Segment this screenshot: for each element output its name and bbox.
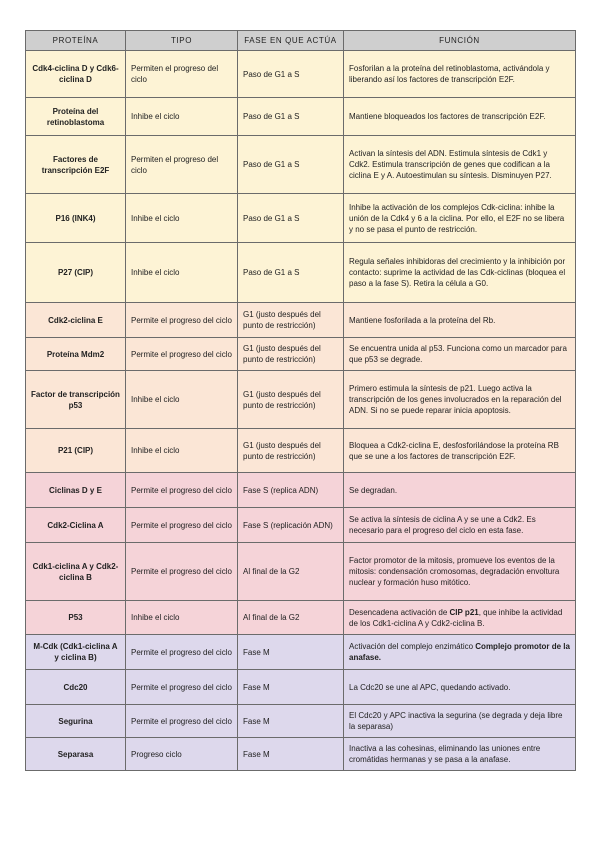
cell-funcion: Mantiene bloqueados los factores de transcripción E2F.	[344, 98, 576, 136]
cell-tipo: Permiten el progreso del ciclo	[126, 51, 238, 98]
table-row	[26, 303, 576, 338]
cell-tipo: Permite el progreso del ciclo	[126, 508, 238, 543]
table-row	[26, 194, 576, 243]
cell-funcion: La Cdc20 se une al APC, quedando activado.	[344, 670, 576, 705]
cell-fase: G1 (justo después del punto de restricción)	[238, 303, 344, 338]
cell-funcion: Bloquea a Cdk2-ciclina E, desfosforilándose la proteína RB que se une a los factores de transcripción E2F.	[344, 429, 576, 473]
cell-tipo: Inhibe el ciclo	[126, 98, 238, 136]
cell-tipo: Progreso ciclo	[126, 738, 238, 771]
cell-tipo: Permite el progreso del ciclo	[126, 635, 238, 670]
cell-funcion: Inactiva a las cohesinas, eliminando las uniones entre cromátidas hermanas y se pasa a la anafase.	[344, 738, 576, 771]
cell-tipo: Inhibe el ciclo	[126, 601, 238, 635]
table-row	[26, 98, 576, 136]
cell-proteina: Cdk1-ciclina A y Cdk2-ciclina B	[26, 543, 126, 601]
cell-proteina: P27 (CIP)	[26, 243, 126, 303]
cell-fase: Al final de la G2	[238, 543, 344, 601]
cell-fase: Paso de G1 a S	[238, 136, 344, 194]
cell-fase: Al final de la G2	[238, 601, 344, 635]
cell-proteina: P21 (CIP)	[26, 429, 126, 473]
cell-tipo: Permite el progreso del ciclo	[126, 338, 238, 371]
cell-fase: Fase M	[238, 705, 344, 738]
cell-fase: Fase S (replica ADN)	[238, 473, 344, 508]
header-fase: FASE EN QUE ACTÚA	[238, 31, 344, 51]
cell-tipo: Permite el progreso del ciclo	[126, 473, 238, 508]
cell-funcion: Se degradan.	[344, 473, 576, 508]
cell-proteina: Segurina	[26, 705, 126, 738]
cell-tipo: Inhibe el ciclo	[126, 371, 238, 429]
cell-funcion: Regula señales inhibidoras del crecimiento y la inhibición por contacto: suprime la actividad de las Cdk-ciclinas (bloquea el paso a la fase S). Retira la célula a G0.	[344, 243, 576, 303]
header-proteina: PROTEÍNA	[26, 31, 126, 51]
cell-funcion: Activan la síntesis del ADN. Estimula síntesis de Cdk1 y Cdk2. Estimula transcripción de genes que codifican a la ciclina E y A. Autoestimulan su síntesis. Disminuyen P27.	[344, 136, 576, 194]
cell-proteina: Cdc20	[26, 670, 126, 705]
table-row	[26, 136, 576, 194]
cell-proteina: Separasa	[26, 738, 126, 771]
cell-funcion: Se activa la síntesis de ciclina A y se une a Cdk2. Es necesario para el progreso del ciclo en esta fase.	[344, 508, 576, 543]
cell-tipo: Inhibe el ciclo	[126, 194, 238, 243]
funcion-text: , que inhibe la actividad de los Cdk1-ciclina A y Cdk2-ciclina B.	[349, 607, 563, 628]
table-row	[26, 543, 576, 601]
table-row	[26, 601, 576, 635]
cell-funcion: Se encuentra unida al p53. Funciona como un marcador para que p53 se degrade.	[344, 338, 576, 371]
cell-funcion: Fosforilan a la proteína del retinoblastoma, activándola y liberando así los factores de transcripción E2F.	[344, 51, 576, 98]
cell-tipo: Inhibe el ciclo	[126, 243, 238, 303]
cell-fase: Fase M	[238, 670, 344, 705]
table-header	[26, 31, 576, 51]
cell-proteina: Ciclinas D y E	[26, 473, 126, 508]
table-row	[26, 371, 576, 429]
cell-proteina: Cdk4-ciclina D y Cdk6-ciclina D	[26, 51, 126, 98]
cell-fase: Fase M	[238, 635, 344, 670]
cell-funcion: Primero estimula la síntesis de p21. Luego activa la transcripción de los genes involucrados en la reparación del ADN. Si no se puede reparar inicia apoptosis.	[344, 371, 576, 429]
cell-fase: G1 (justo después del punto de restricción)	[238, 429, 344, 473]
cell-tipo: Permite el progreso del ciclo	[126, 670, 238, 705]
table-row	[26, 705, 576, 738]
table-row	[26, 51, 576, 98]
cell-fase: Paso de G1 a S	[238, 194, 344, 243]
cell-proteina: M-Cdk (Cdk1-ciclina A y ciclina B)	[26, 635, 126, 670]
funcion-bold-text: CIP p21	[449, 607, 479, 617]
table-row	[26, 243, 576, 303]
cell-proteina: Factores de transcripción E2F	[26, 136, 126, 194]
cell-tipo: Permite el progreso del ciclo	[126, 543, 238, 601]
table-row	[26, 473, 576, 508]
cell-funcion	[344, 601, 576, 635]
funcion-bold-text: Complejo promotor de la anafase.	[349, 642, 570, 662]
cell-fase: Paso de G1 a S	[238, 98, 344, 136]
table-row	[26, 429, 576, 473]
header-funcion: FUNCIÓN	[344, 31, 576, 51]
cell-proteina: P53	[26, 601, 126, 635]
cell-proteina: Proteína del retinoblastoma	[26, 98, 126, 136]
cell-proteina: Proteína Mdm2	[26, 338, 126, 371]
cell-funcion: Inhibe la activación de los complejos Cdk-ciclina: inhibe la unión de la Cdk4 y 6 a la ciclina. Por ello, el E2F no se libera y no se pasa el punto de restricción.	[344, 194, 576, 243]
cell-funcion	[344, 635, 576, 670]
table-row	[26, 670, 576, 705]
cell-fase: G1 (justo después del punto de restricción)	[238, 338, 344, 371]
cell-proteina: Cdk2-Ciclina A	[26, 508, 126, 543]
table-row	[26, 338, 576, 371]
cell-funcion: Factor promotor de la mitosis, promueve los eventos de la mitosis: condensación cromosomas, degradación envoltura nuclear y formación huso mitótico.	[344, 543, 576, 601]
cell-fase: Paso de G1 a S	[238, 243, 344, 303]
cell-tipo: Permiten el progreso del ciclo	[126, 136, 238, 194]
cell-fase: Paso de G1 a S	[238, 51, 344, 98]
table-row	[26, 635, 576, 670]
funcion-text: Desencadena activación de	[349, 607, 450, 617]
cell-tipo: Permite el progreso del ciclo	[126, 705, 238, 738]
cell-fase: Fase M	[238, 738, 344, 771]
table-row	[26, 508, 576, 543]
cell-funcion: Mantiene fosforilada a la proteína del Rb.	[344, 303, 576, 338]
protein-table	[25, 30, 576, 771]
cell-tipo: Permite el progreso del ciclo	[126, 303, 238, 338]
cell-fase: G1 (justo después del punto de restricción)	[238, 371, 344, 429]
table-row	[26, 738, 576, 771]
cell-proteina: Factor de transcripción p53	[26, 371, 126, 429]
cell-proteina: Cdk2-ciclina E	[26, 303, 126, 338]
header-tipo: TIPO	[126, 31, 238, 51]
cell-tipo: Inhibe el ciclo	[126, 429, 238, 473]
cell-fase: Fase S (replicación ADN)	[238, 508, 344, 543]
funcion-text: Activación del complejo enzimático	[349, 642, 476, 651]
cell-funcion: El Cdc20 y APC inactiva la segurina (se degrada y deja libre la separasa)	[344, 705, 576, 738]
cell-proteina: P16 (INK4)	[26, 194, 126, 243]
